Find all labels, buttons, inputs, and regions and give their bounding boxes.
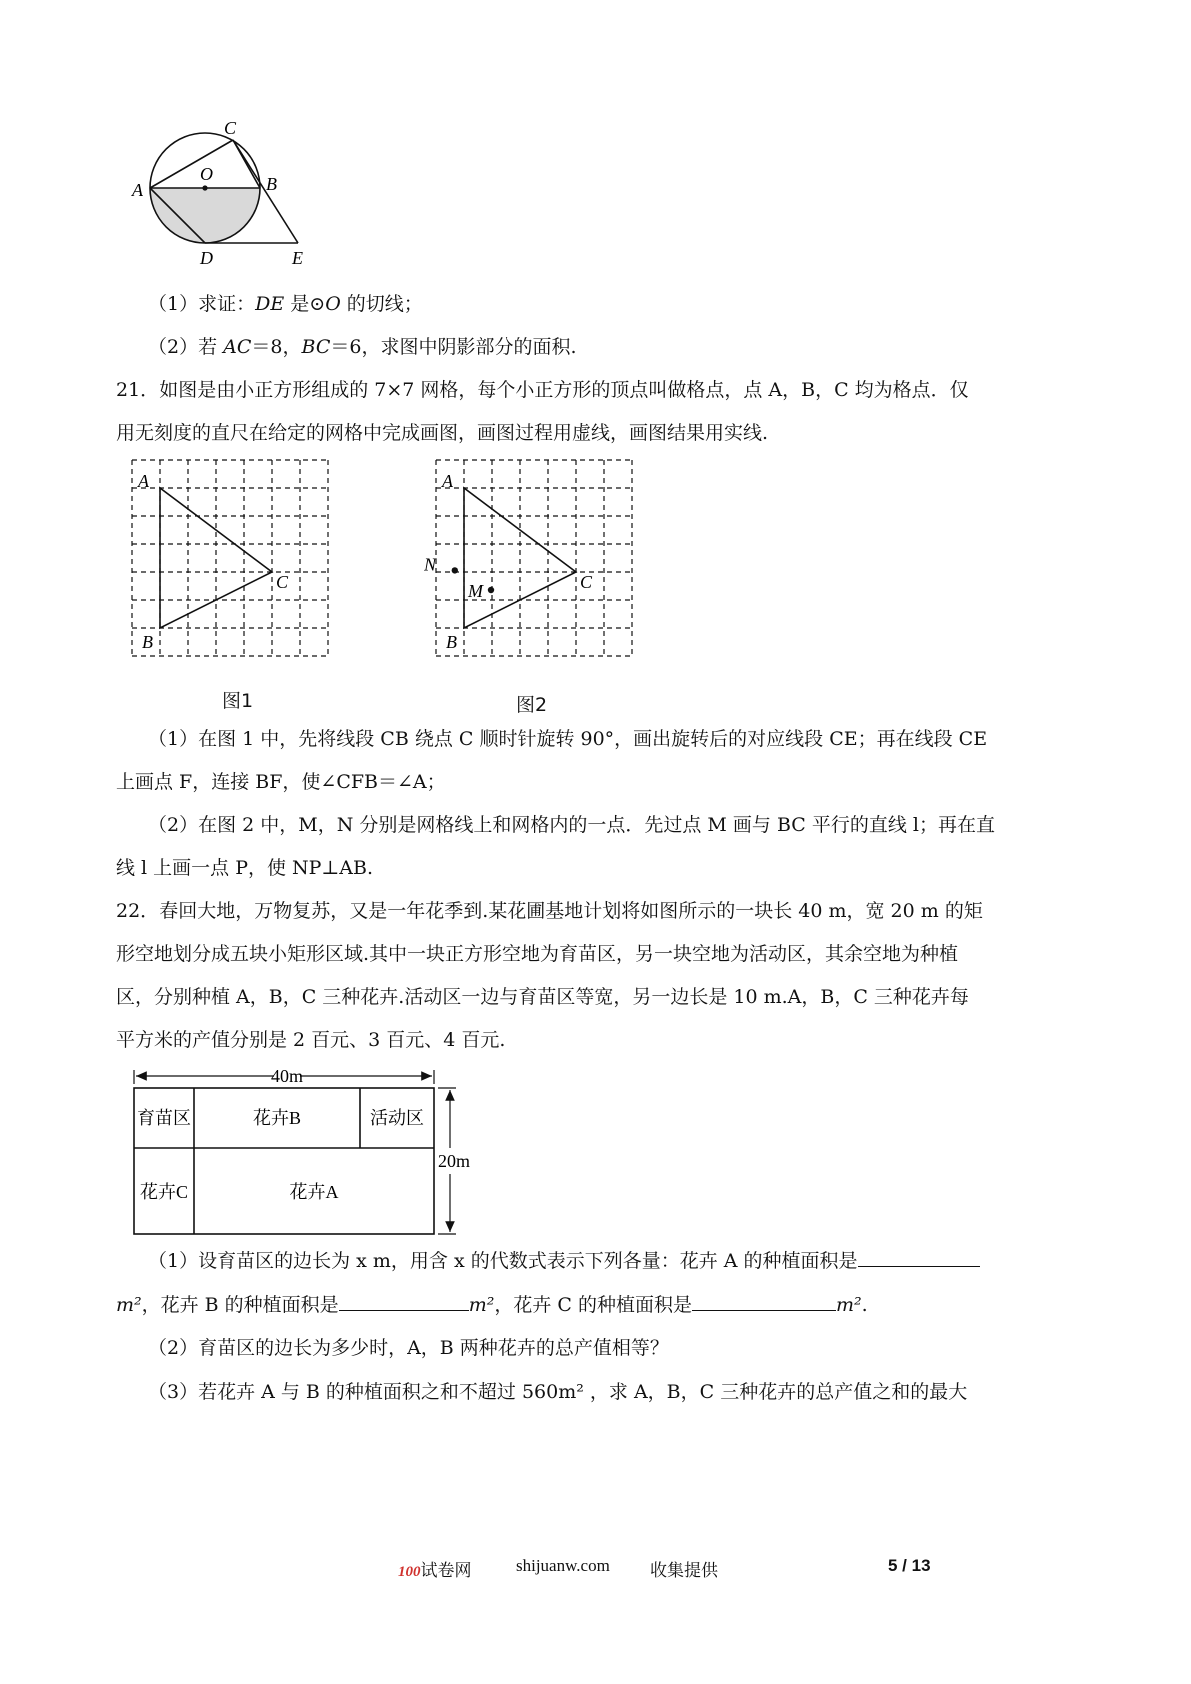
footer-logo — [398, 1556, 472, 1581]
page-number: 5 / 13 — [888, 1556, 931, 1575]
q20-part1: （1）求证：DE 是⊙O 的切线； — [148, 293, 423, 315]
logo-icon: 100 — [398, 1564, 421, 1580]
label-B: B — [446, 632, 457, 652]
label-C: C — [224, 118, 237, 138]
part-number: （2） — [148, 336, 199, 358]
q22-part3: （3）若花卉 A 与 B 的种植面积之和不超过 560m² ，求 A，B，C 三种花卉的总产值之和的最大 — [148, 1381, 968, 1403]
q21-part2-line2: 线 l 上画一点 P，使 NP⊥AB. — [116, 857, 374, 879]
part-number: （1） — [148, 293, 199, 315]
q21-line2: 用无刻度的直尺在给定的网格中完成画图，画图过程用虚线，画图结果用实线. — [116, 422, 769, 444]
height-label: 20m — [438, 1151, 471, 1171]
flower-a-label: 花卉A — [289, 1182, 339, 1202]
label-N: N — [424, 554, 437, 575]
label-D: D — [200, 248, 213, 268]
label-C: C — [276, 572, 289, 592]
q22-line1: 22．春回大地，万物复苏，又是一年花季到.某花圃基地计划将如图所示的一块长 40 m，宽 20 m 的矩 — [116, 900, 983, 922]
answer-blank-b[interactable] — [339, 1290, 469, 1311]
label-E: E — [292, 248, 303, 268]
label-A: A — [442, 471, 453, 491]
width-label: 40m — [270, 1066, 304, 1086]
q21-part1-line1: （1）在图 1 中，先将线段 CB 绕点 C 顺时针旋转 90°，画出旋转后的对应线段 CE；再在线段 CE — [148, 728, 988, 750]
q22-part2: （2）育苗区的边长为多少时，A，B 两种花卉的总产值相等？ — [148, 1337, 669, 1359]
q20-circle-figure — [120, 112, 340, 282]
q22-part1-line2: m²，花卉 B 的种植面积是 m²，花卉 C 的种植面积是 m². — [116, 1290, 868, 1319]
answer-blank-c[interactable] — [692, 1290, 836, 1311]
label-B: B — [266, 174, 277, 194]
point-N — [452, 567, 458, 573]
q22-field-diagram — [124, 1062, 494, 1242]
activity-label: 活动区 — [370, 1108, 424, 1128]
label-B: B — [142, 632, 153, 652]
q21-grid-figure-2 — [424, 448, 644, 668]
q22-part1-line1: （1）设育苗区的边长为 x m，用含 x 的代数式表示下列各量：花卉 A 的种植面积是 — [148, 1246, 980, 1275]
label-O: O — [200, 164, 213, 184]
label-A: A — [132, 180, 143, 200]
point-M — [488, 587, 494, 593]
q22-line3: 区，分别种植 A，B，C 三种花卉.活动区一边与育苗区等宽，另一边长是 10 m.A，B，C 三种花卉每 — [116, 986, 969, 1008]
nursery-label: 育苗区 — [137, 1108, 191, 1128]
q22-line2: 形空地划分成五块小矩形区域.其中一块正方形空地为育苗区，另一块空地为活动区，其余空地为种植 — [116, 943, 959, 965]
label-C: C — [580, 572, 593, 592]
question-number: 22． — [116, 900, 160, 922]
label-M: M — [468, 581, 483, 601]
q20-part2: （2）若 AC＝8，BC＝6，求图中阴影部分的面积. — [148, 336, 577, 358]
figure-1-caption: 图1 — [222, 690, 254, 712]
q21-part2-line1: （2）在图 2 中，M，N 分别是网格线上和网格内的一点．先过点 M 画与 BC 平行的直线 l；再在直 — [148, 814, 995, 836]
answer-blank-a[interactable] — [858, 1246, 980, 1267]
figure-2-caption: 图2 — [516, 694, 548, 716]
flower-c-label: 花卉C — [139, 1182, 189, 1202]
label-A: A — [138, 471, 149, 491]
site-name: 试卷网 — [420, 1561, 472, 1580]
q21-part1-line2: 上画点 F，连接 BF，使∠CFB＝∠A； — [116, 771, 446, 793]
footer-url[interactable]: shijuanw.com — [516, 1556, 610, 1575]
footer-provided: 收集提供 — [650, 1561, 718, 1580]
q21-grid-figure-1 — [120, 448, 340, 668]
flower-b-label: 花卉B — [252, 1108, 302, 1128]
q21-line1: 21．如图是由小正方形组成的 7×7 网格，每个小正方形的顶点叫做格点，点 A，B，C 均为格点．仅 — [116, 379, 969, 401]
q22-line4: 平方米的产值分别是 2 百元、3 百元、4 百元. — [116, 1029, 506, 1051]
question-number: 21． — [116, 379, 160, 401]
